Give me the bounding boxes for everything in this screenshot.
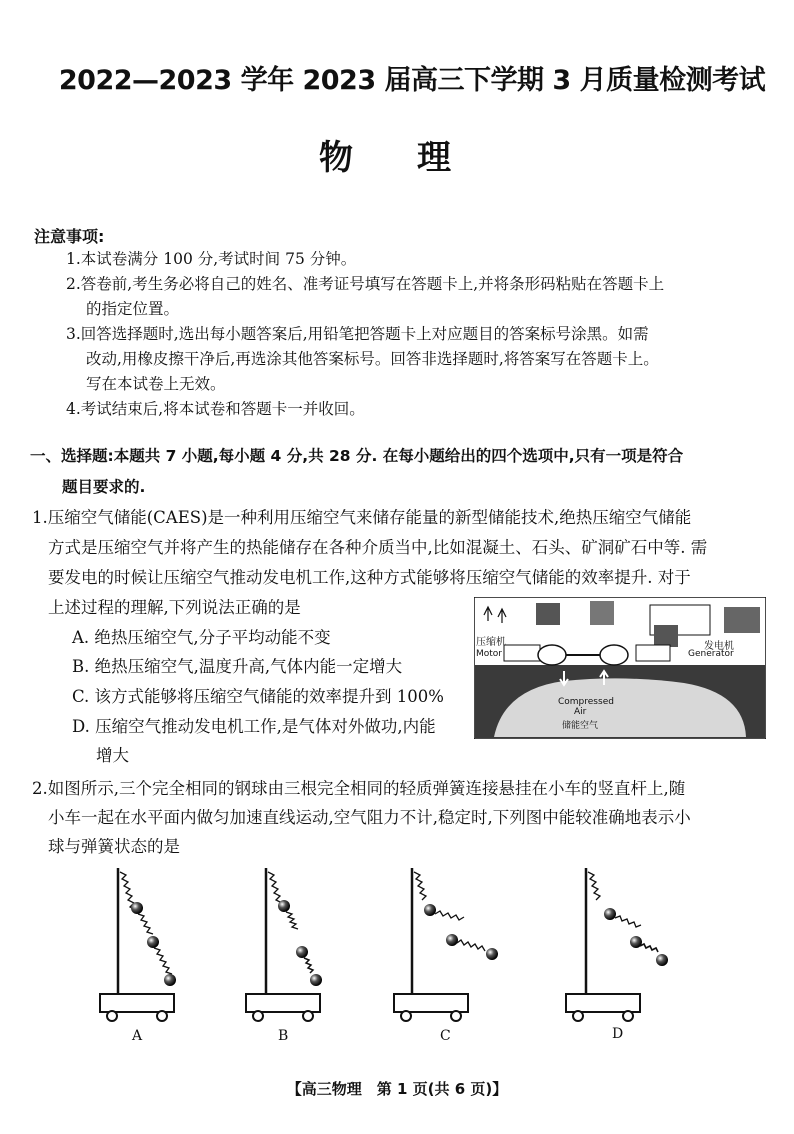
caes-diagram <box>474 597 766 739</box>
section-heading-cont: 题目要求的. <box>62 478 146 496</box>
notice-line: 2.答卷前,考生务必将自己的姓名、准考证号填写在答题卡上,并将条形码粘贴在答题卡上 <box>66 275 665 293</box>
notice-line: 改动,用橡皮擦干净后,再选涂其他答案标号。回答非选择题时,将答案写在答题卡上。 <box>86 350 659 368</box>
option-a-figure <box>100 868 176 1021</box>
q1-option-a: A. 绝热压缩空气,分子平均动能不变 <box>72 628 331 647</box>
subject-title: 物理 <box>319 138 515 178</box>
option-c-figure <box>394 868 498 1021</box>
q1-option-d: D. 压缩空气推动发电机工作,是气体对外做功,内能 <box>72 717 436 736</box>
compressor-label-cn: 压缩机 <box>476 637 506 648</box>
q1-stem: 上述过程的理解,下列说法正确的是 <box>48 598 301 617</box>
option-d-label: D <box>612 1026 624 1042</box>
q2-stem: 2.如图所示,三个完全相同的钢球由三根完全相同的轻质弹簧连接悬挂在小车的竖直杆上,随 <box>32 779 686 798</box>
q2-stem: 球与弹簧状态的是 <box>48 837 180 856</box>
q1-stem: 1.压缩空气储能(CAES)是一种利用压缩空气来储存能量的新型储能技术,绝热压缩空气储能 <box>32 508 692 527</box>
generator-label-cn: 发电机 <box>704 641 734 652</box>
option-b-figure <box>246 868 322 1021</box>
option-a-label: A <box>132 1028 143 1044</box>
notice-line: 3.回答选择题时,选出每小题答案后,用铅笔把答题卡上对应题目的答案标号涂黑。如需 <box>66 325 649 343</box>
q1-option-c: C. 该方式能够将压缩空气储能的效率提升到 100% <box>72 687 444 706</box>
q2-stem: 小车一起在水平面内做匀加速直线运动,空气阻力不计,稳定时,下列图中能较准确地表示小 <box>48 808 691 827</box>
notice-line: 的指定位置。 <box>86 300 180 318</box>
air-label-en2: Air <box>574 707 587 717</box>
notice-line: 4.考试结束后,将本试卷和答题卡一并收回。 <box>66 400 365 418</box>
generator-label-en: Generator <box>688 649 734 659</box>
air-label-cn: 储能空气 <box>562 721 599 731</box>
compressor-label-en: Motor <box>476 649 503 659</box>
q1-stem: 要发电的时候让压缩空气推动发电机工作,这种方式能够将压缩空气储能的效率提升. 对于 <box>48 568 691 587</box>
q1-stem: 方式是压缩空气并将产生的热能储存在各种介质当中,比如混凝土、石头、矿洞矿石中等. 需 <box>48 538 708 557</box>
exam-title: 2022—2023 学年 2023 届高三下学期 3 月质量检测考试 <box>58 65 766 96</box>
section-heading: 一、选择题:本题共 7 小题,每小题 4 分,共 28 分. 在每小题给出的四个选项中,只有一项是符合 <box>30 447 684 465</box>
page-footer: 【高三物理 第 1 页(共 6 页)】 <box>286 1080 508 1098</box>
option-c-label: C <box>440 1028 451 1044</box>
notice-line: 1.本试卷满分 100 分,考试时间 75 分钟。 <box>66 250 357 268</box>
notice-heading: 注意事项: <box>34 227 105 246</box>
option-b-label: B <box>278 1028 289 1044</box>
spring-ball-diagrams <box>90 862 730 1027</box>
option-d-figure <box>566 868 668 1021</box>
caes-figure <box>474 597 766 739</box>
notice-line: 写在本试卷上无效。 <box>86 375 226 393</box>
q1-option-d-cont: 增大 <box>96 746 129 765</box>
q1-option-b: B. 绝热压缩空气,温度升高,气体内能一定增大 <box>72 657 403 676</box>
air-label-en: Compressed <box>558 697 614 707</box>
